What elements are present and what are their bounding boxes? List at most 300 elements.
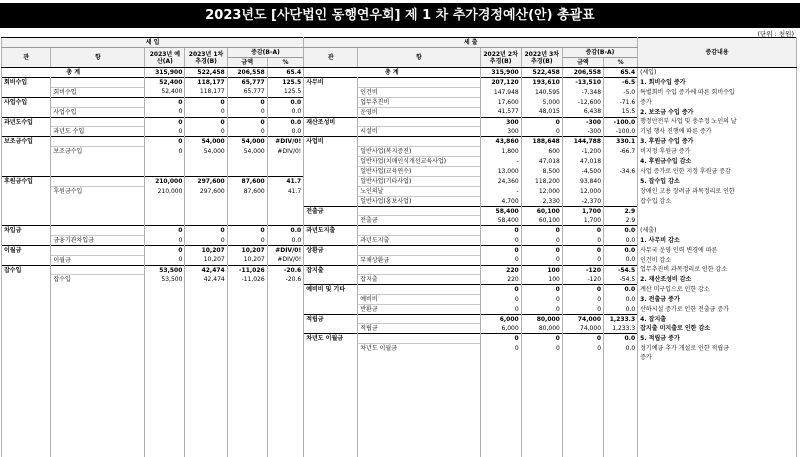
expense-diff-pct: 0.0	[604, 334, 638, 344]
expense-budget-a: 0	[480, 226, 521, 236]
income-hang-cell	[51, 430, 145, 440]
income-gwan-cell	[2, 334, 51, 344]
income-diff-amount	[227, 382, 267, 392]
income-gwan-cell	[2, 420, 51, 430]
note-line: 비지정 후원금 증가	[638, 146, 797, 156]
expense-budget-b: 0	[521, 245, 562, 255]
table-row	[2, 372, 797, 382]
expense-empty-cell	[562, 401, 603, 411]
expense-empty-cell	[358, 353, 480, 363]
income-gwan-cell	[2, 343, 51, 353]
expense-budget-b: 0	[521, 334, 562, 344]
expense-gwan-cell	[304, 107, 358, 117]
expense-hang-cell: 일반사업(복지증진)	[358, 146, 480, 156]
income-budget-a	[145, 196, 185, 206]
income-gwan-cell	[2, 294, 51, 304]
expense-gwan-cell	[304, 176, 358, 186]
exp-amount-header: 금액	[562, 58, 603, 68]
expense-empty-cell	[358, 420, 480, 430]
table-row	[2, 156, 797, 166]
expense-empty-cell	[358, 439, 480, 449]
expense-hang-cell	[358, 78, 480, 88]
income-budget-a: 53,500	[145, 265, 185, 275]
expense-diff-amount: 0	[562, 334, 603, 344]
income-diff-pct	[267, 411, 303, 421]
table-row	[2, 107, 797, 117]
income-diff-amount	[227, 372, 267, 382]
expense-budget-a: 0	[480, 294, 521, 304]
expense-diff-amount: 74,000	[562, 324, 603, 334]
income-budget-b: 10,207	[185, 245, 227, 255]
note-line	[638, 411, 797, 421]
table-row	[2, 285, 797, 295]
expense-budget-b: 0	[521, 235, 562, 245]
income-diff-pct: 125.5	[267, 78, 303, 88]
note-line	[638, 439, 797, 449]
expense-budget-b: 0	[521, 255, 562, 265]
table-row	[2, 382, 797, 392]
table-row	[2, 430, 797, 440]
expense-empty-cell	[480, 449, 521, 457]
income-hang-cell	[51, 137, 145, 147]
expense-diff-amount: -120	[562, 265, 603, 275]
income-hang-cell	[51, 216, 145, 226]
expense-budget-a: 0	[480, 255, 521, 265]
note-line: 사업 증가로 인한 지정 후원금 증감	[638, 166, 797, 176]
income-budget-b	[185, 324, 227, 334]
unit-label: (단위 : 천원)	[757, 30, 794, 38]
expense-diff-amount: 93,840	[562, 176, 603, 186]
income-gwan-cell	[2, 382, 51, 392]
table-row	[2, 439, 797, 449]
expense-budget-a: 0	[480, 304, 521, 314]
income-gwan-cell	[2, 304, 51, 314]
expense-gwan-cell	[304, 255, 358, 265]
expense-empty-cell	[304, 449, 358, 457]
income-hang-cell	[51, 206, 145, 216]
income-diff-amount	[227, 439, 267, 449]
income-budget-a	[145, 294, 185, 304]
note-line: 잡수입 감소	[638, 196, 797, 206]
expense-gwan-cell: 상환금	[304, 245, 358, 255]
income-budget-a	[145, 324, 185, 334]
expense-budget-a: 58,400	[480, 216, 521, 226]
inc-amount-header: 금액	[227, 58, 267, 68]
expense-gwan-cell	[304, 156, 358, 166]
expense-empty-cell	[604, 430, 638, 440]
income-hang-cell	[51, 245, 145, 255]
expense-hang-cell: 잡지출	[358, 275, 480, 285]
expense-budget-a: 147,948	[480, 87, 521, 97]
expense-budget-a: 58,400	[480, 206, 521, 216]
table-row	[2, 449, 797, 457]
expense-budget-b: 47,018	[521, 156, 562, 166]
income-budget-a	[145, 304, 185, 314]
table-row	[2, 420, 797, 430]
expense-budget-b: 0	[521, 285, 562, 295]
income-budget-a	[145, 166, 185, 176]
income-budget-b: 0	[185, 107, 227, 117]
expense-empty-cell	[604, 382, 638, 392]
exp-diff-header: 증감(B-A)	[562, 48, 637, 58]
income-diff-amount	[227, 206, 267, 216]
expense-empty-cell	[521, 430, 562, 440]
income-budget-b	[185, 449, 227, 457]
income-diff-pct	[267, 391, 303, 401]
note-line	[638, 382, 797, 392]
expense-empty-cell	[521, 411, 562, 421]
income-gwan-cell: 보조금수입	[2, 137, 51, 147]
income-diff-amount: 0	[227, 117, 267, 127]
note-line	[638, 449, 797, 457]
income-hang-cell	[51, 363, 145, 373]
page-title: 2023년도 [사단법인 동행연우회] 제 1 차 추가경정예산(안) 총괄표	[0, 3, 800, 28]
expense-diff-amount: -300	[562, 127, 603, 137]
expense-budget-b: 522,458	[521, 68, 562, 78]
income-diff-amount: 87,600	[227, 176, 267, 186]
exp-a-header: 2022년 2차추경(B)	[480, 48, 521, 68]
expense-empty-cell	[562, 439, 603, 449]
expense-budget-b: 80,000	[521, 324, 562, 334]
income-diff-amount: 10,207	[227, 245, 267, 255]
expense-budget-b: 188,648	[521, 137, 562, 147]
income-header: 세 입	[2, 38, 304, 48]
income-diff-pct	[267, 430, 303, 440]
expense-diff-amount: -2,370	[562, 196, 603, 206]
expense-empty-cell	[358, 372, 480, 382]
expense-empty-cell	[562, 420, 603, 430]
expense-budget-b: 5,000	[521, 97, 562, 107]
expense-gwan-cell	[304, 146, 358, 156]
income-budget-b	[185, 216, 227, 226]
income-diff-pct: 0.0	[267, 127, 303, 137]
income-hang-cell: 과년도 수입	[51, 127, 145, 137]
expense-diff-amount: -120	[562, 275, 603, 285]
expense-diff-amount: -13,510	[562, 78, 603, 88]
income-diff-pct	[267, 353, 303, 363]
inc-hang-header: 항	[51, 48, 145, 68]
income-diff-amount: 0	[227, 107, 267, 117]
expense-budget-b: 0	[521, 226, 562, 236]
expense-gwan-cell: 잡지출	[304, 265, 358, 275]
expense-empty-cell	[604, 353, 638, 363]
income-gwan-cell	[2, 235, 51, 245]
income-budget-b	[185, 334, 227, 344]
expense-budget-a: -	[480, 186, 521, 196]
table-row	[2, 353, 797, 363]
income-diff-pct: 65.4	[267, 68, 303, 78]
expense-diff-pct: 330.1	[604, 137, 638, 147]
table-body	[2, 68, 797, 457]
note-line: 인건비 감소	[638, 255, 797, 265]
income-diff-pct: -20.6	[267, 265, 303, 275]
income-diff-amount: 65,777	[227, 87, 267, 97]
income-diff-amount	[227, 411, 267, 421]
note-line: 기념 행사 진행에 따른 증가	[638, 127, 797, 137]
income-gwan-cell	[2, 166, 51, 176]
income-hang-cell	[51, 401, 145, 411]
income-diff-amount	[227, 343, 267, 353]
income-budget-a	[145, 401, 185, 411]
income-diff-pct	[267, 401, 303, 411]
expense-empty-cell	[521, 401, 562, 411]
note-line	[638, 391, 797, 401]
budget-summary-table	[1, 37, 797, 457]
expense-budget-a: 6,000	[480, 314, 521, 324]
expense-diff-pct: -34.6	[604, 166, 638, 176]
income-gwan-cell	[2, 391, 51, 401]
table-row	[2, 87, 797, 97]
expense-diff-pct	[604, 176, 638, 186]
expense-gwan-cell	[304, 127, 358, 137]
income-diff-amount	[227, 363, 267, 373]
table-row	[2, 314, 797, 324]
income-budget-a: 0	[145, 117, 185, 127]
expense-empty-cell	[480, 420, 521, 430]
income-gwan-cell	[2, 363, 51, 373]
table-row	[2, 78, 797, 88]
expense-budget-b: 80,000	[521, 314, 562, 324]
exp-hang-header: 항	[358, 48, 480, 68]
income-hang-cell	[51, 382, 145, 392]
income-diff-pct	[267, 372, 303, 382]
expense-diff-amount: 6,438	[562, 107, 603, 117]
expense-hang-cell: 차년도 이월금	[358, 343, 480, 353]
expense-diff-amount: -12,600	[562, 97, 603, 107]
note-line: 3. 후원금 수입 증가	[638, 137, 797, 147]
expense-empty-cell	[521, 420, 562, 430]
expense-budget-a: 220	[480, 275, 521, 285]
income-diff-pct	[267, 285, 303, 295]
expense-empty-cell	[604, 420, 638, 430]
income-hang-cell	[51, 372, 145, 382]
expense-empty-cell	[304, 439, 358, 449]
expense-empty-cell	[604, 363, 638, 373]
note-line: 4. 잡지출	[638, 314, 797, 324]
expense-empty-cell	[480, 372, 521, 382]
income-budget-a: 0	[145, 146, 185, 156]
expense-hang-cell: 운영비	[358, 107, 480, 117]
table-row	[2, 324, 797, 334]
expense-diff-pct: 0.0	[604, 343, 638, 353]
expense-gwan-cell: 적립금	[304, 314, 358, 324]
expense-budget-b: 48,015	[521, 107, 562, 117]
expense-budget-a: 0	[480, 235, 521, 245]
expense-diff-pct: -71.6	[604, 97, 638, 107]
income-diff-pct: #DIV/0!	[267, 137, 303, 147]
table-row	[2, 294, 797, 304]
table-row	[2, 206, 797, 216]
income-budget-a	[145, 314, 185, 324]
expense-empty-cell	[562, 391, 603, 401]
expense-gwan-cell	[304, 324, 358, 334]
expense-diff-amount: 0	[562, 285, 603, 295]
expense-budget-a: 315,900	[480, 68, 521, 78]
inc-b-header: 2023년 1차추경(B)	[185, 48, 227, 68]
expense-empty-cell	[604, 411, 638, 421]
table-row	[2, 117, 797, 127]
expense-empty-cell	[358, 449, 480, 457]
expense-empty-cell	[604, 439, 638, 449]
expense-budget-a: 41,577	[480, 107, 521, 117]
expense-gwan-cell	[304, 235, 358, 245]
note-line: 증가	[638, 97, 797, 107]
expense-diff-amount: 0	[562, 255, 603, 265]
expense-diff-amount: 1,700	[562, 216, 603, 226]
expense-diff-pct: 0.0	[604, 294, 638, 304]
expense-total-label: 총 계	[304, 68, 480, 78]
income-budget-b: 0	[185, 235, 227, 245]
income-gwan-cell	[2, 401, 51, 411]
expense-empty-cell	[304, 353, 358, 363]
income-gwan-cell	[2, 439, 51, 449]
income-budget-b	[185, 401, 227, 411]
income-budget-a: 210,000	[145, 186, 185, 196]
income-gwan-cell: 이월금	[2, 245, 51, 255]
table-row	[2, 265, 797, 275]
expense-empty-cell	[562, 430, 603, 440]
expense-empty-cell	[521, 391, 562, 401]
income-budget-b	[185, 391, 227, 401]
expense-empty-cell	[604, 391, 638, 401]
income-budget-b	[185, 363, 227, 373]
income-gwan-cell	[2, 127, 51, 137]
income-diff-amount	[227, 285, 267, 295]
expense-empty-cell	[521, 363, 562, 373]
expense-hang-cell: 전출금	[358, 216, 480, 226]
income-gwan-cell	[2, 411, 51, 421]
table-row	[2, 146, 797, 156]
income-hang-cell	[51, 314, 145, 324]
income-budget-a	[145, 372, 185, 382]
income-budget-b	[185, 196, 227, 206]
income-diff-amount: 65,777	[227, 78, 267, 88]
table-row	[2, 68, 797, 78]
expense-hang-cell: 반환금	[358, 304, 480, 314]
inc-a-header: 2023년 예산(A)	[145, 48, 185, 68]
table-row	[2, 235, 797, 245]
income-budget-b	[185, 411, 227, 421]
income-budget-b	[185, 420, 227, 430]
expense-empty-cell	[304, 401, 358, 411]
income-budget-b: 118,177	[185, 87, 227, 97]
income-gwan-cell	[2, 206, 51, 216]
income-gwan-cell: 후원금수입	[2, 176, 51, 186]
note-line: 업무추진비 과목정리로 인한 감소	[638, 265, 797, 275]
note-line: 5. 잡수입 감소	[638, 176, 797, 186]
expense-budget-b: 140,595	[521, 87, 562, 97]
expense-empty-cell	[480, 353, 521, 363]
income-hang-cell	[51, 226, 145, 236]
expense-hang-cell: 예비비	[358, 294, 480, 304]
income-budget-b: 0	[185, 97, 227, 107]
note-line: 증가	[638, 353, 797, 363]
expense-hang-cell	[358, 206, 480, 216]
expense-budget-b: 118,200	[521, 176, 562, 186]
income-budget-a	[145, 343, 185, 353]
note-line	[638, 401, 797, 411]
income-budget-a	[145, 430, 185, 440]
expense-empty-cell	[562, 363, 603, 373]
table-row	[2, 255, 797, 265]
expense-empty-cell	[521, 439, 562, 449]
income-diff-amount: 0	[227, 127, 267, 137]
income-budget-a	[145, 363, 185, 373]
expense-budget-b: 8,500	[521, 166, 562, 176]
income-diff-pct	[267, 216, 303, 226]
expense-gwan-cell	[304, 196, 358, 206]
income-diff-amount	[227, 430, 267, 440]
note-line	[638, 420, 797, 430]
table-row	[2, 401, 797, 411]
income-diff-amount: 54,000	[227, 137, 267, 147]
income-budget-b	[185, 430, 227, 440]
income-diff-amount	[227, 216, 267, 226]
expense-header: 세 출	[304, 38, 638, 48]
expense-diff-pct: 0.0	[604, 285, 638, 295]
expense-empty-cell	[480, 401, 521, 411]
expense-diff-pct: -6.5	[604, 78, 638, 88]
expense-hang-cell: 업무추진비	[358, 97, 480, 107]
expense-gwan-cell	[304, 343, 358, 353]
income-budget-a: 52,400	[145, 87, 185, 97]
income-budget-b	[185, 166, 227, 176]
income-diff-amount: 87,600	[227, 186, 267, 196]
income-budget-b: 42,474	[185, 265, 227, 275]
income-diff-pct	[267, 334, 303, 344]
expense-budget-a: 220	[480, 265, 521, 275]
expense-gwan-cell	[304, 275, 358, 285]
income-hang-cell: 이월금	[51, 255, 145, 265]
income-budget-b	[185, 343, 227, 353]
expense-budget-b: 100	[521, 265, 562, 275]
expense-budget-b: 600	[521, 146, 562, 156]
income-diff-amount	[227, 324, 267, 334]
income-diff-amount	[227, 353, 267, 363]
income-diff-amount	[227, 420, 267, 430]
income-diff-pct: 0.0	[267, 235, 303, 245]
table-row	[2, 176, 797, 186]
income-hang-cell	[51, 334, 145, 344]
expense-empty-cell	[480, 430, 521, 440]
income-hang-cell	[51, 156, 145, 166]
expense-empty-cell	[562, 449, 603, 457]
income-gwan-cell	[2, 216, 51, 226]
table-row	[2, 275, 797, 285]
inc-diff-header: 증감(B-A)	[227, 48, 303, 58]
income-diff-pct	[267, 304, 303, 314]
expense-empty-cell	[480, 411, 521, 421]
income-hang-cell: 잡수입	[51, 275, 145, 285]
expense-diff-pct: -100.0	[604, 127, 638, 137]
income-budget-b: 522,458	[185, 68, 227, 78]
income-diff-amount	[227, 156, 267, 166]
income-budget-b	[185, 285, 227, 295]
expense-budget-a: 207,120	[480, 78, 521, 88]
expense-diff-pct: 1,233.3	[604, 314, 638, 324]
expense-empty-cell	[304, 382, 358, 392]
expense-empty-cell	[358, 430, 480, 440]
expense-diff-amount: 0	[562, 235, 603, 245]
income-diff-pct: 41.7	[267, 186, 303, 196]
expense-budget-a: -	[480, 156, 521, 166]
income-gwan-cell	[2, 353, 51, 363]
expense-diff-amount: -4,500	[562, 166, 603, 176]
expense-budget-a: 0	[480, 285, 521, 295]
table-row	[2, 216, 797, 226]
table-row	[2, 304, 797, 314]
table-row	[2, 343, 797, 353]
